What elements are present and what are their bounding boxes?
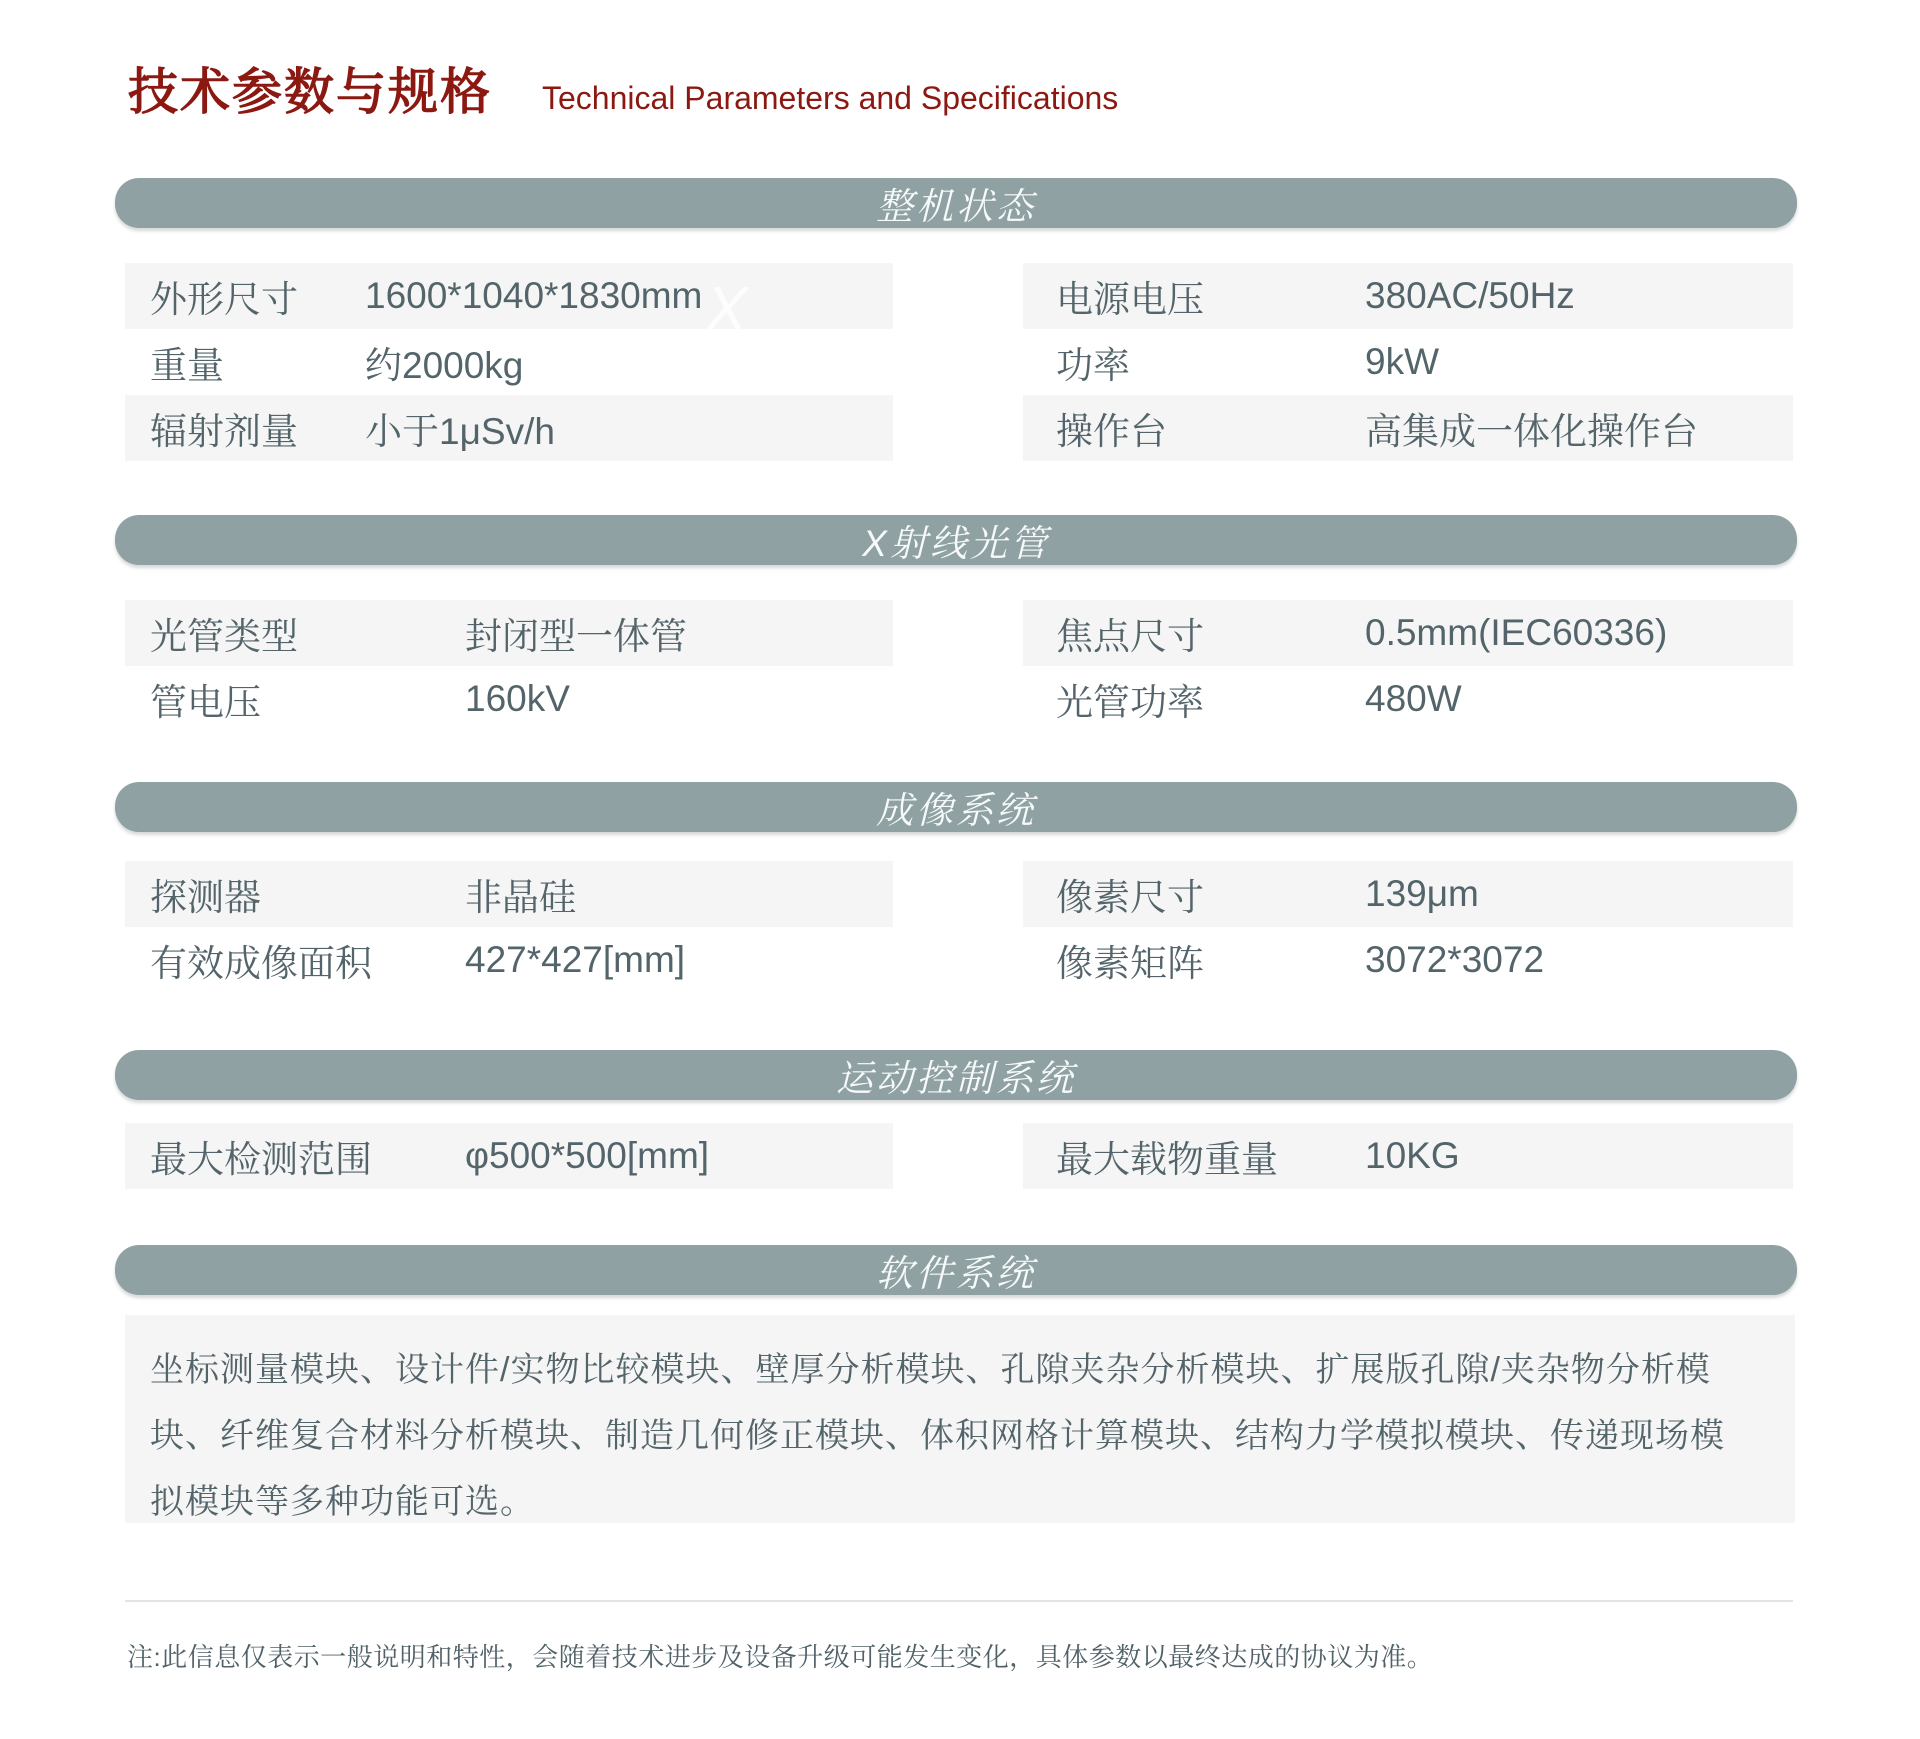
footer-note: 注:此信息仅表示一般说明和特性，会随着技术进步及设备升级可能发生变化，具体参数以最终达成的协议为准。 [127, 1642, 1434, 1672]
spec-value: 0.5mm(IEC60336) [1365, 612, 1668, 653]
spec-row [1023, 329, 1793, 395]
spec-value: 小于1μSv/h [365, 411, 555, 452]
spec-row [125, 395, 893, 461]
section-title: 整机状态 [876, 186, 1036, 227]
spec-value: 高集成一体化操作台 [1365, 411, 1698, 452]
spec-label: 探测器 [150, 877, 261, 918]
spec-row [125, 600, 893, 666]
spec-value: 9kW [1365, 341, 1439, 382]
spec-row [1023, 263, 1793, 329]
spec-label: 电源电压 [1056, 279, 1204, 320]
spec-label: 管电压 [150, 682, 261, 723]
software-modules-text: 坐标测量模块、设计件/实物比较模块、壁厚分析模块、孔隙夹杂分析模块、扩展版孔隙/夹杂物分析模块、纤维复合材料分析模块、制造几何修正模块、体积网格计算模块、结构力学模拟模块、传递现场模拟模块等多种功能可选。 [150, 1351, 1725, 1521]
spec-label: 重量 [150, 345, 224, 386]
section-title: 成像系统 [876, 790, 1036, 831]
software-modules-block [125, 1315, 1795, 1523]
spec-value: 139μm [1365, 873, 1479, 914]
spec-row [1023, 666, 1793, 732]
section-header-bar [115, 782, 1797, 832]
spec-value: 3072*3072 [1365, 939, 1545, 980]
section-title: 运动控制系统 [836, 1058, 1076, 1099]
spec-row [1023, 600, 1793, 666]
spec-row [1023, 861, 1793, 927]
spec-value: 427*427[mm] [465, 939, 686, 980]
spec-label: 外形尺寸 [150, 279, 298, 320]
spec-value: φ500*500[mm] [465, 1135, 710, 1176]
spec-label: 操作台 [1056, 411, 1167, 452]
spec-label: 有效成像面积 [150, 943, 372, 984]
spec-row [125, 861, 893, 927]
spec-value: 约2000kg [365, 345, 524, 386]
spec-row [125, 1123, 893, 1189]
spec-row [125, 263, 893, 329]
spec-row [125, 927, 893, 993]
spec-row [1023, 927, 1793, 993]
section-header-bar [115, 1050, 1797, 1100]
spec-label: 焦点尺寸 [1056, 616, 1204, 657]
section-header-bar [115, 515, 1797, 565]
spec-label: 像素矩阵 [1056, 943, 1204, 984]
page-title: 技术参数与规格 [128, 64, 492, 120]
section-title: X射线光管 [862, 523, 1050, 564]
spec-label: 辐射剂量 [150, 411, 298, 452]
section-header-bar [115, 1245, 1797, 1295]
footer-divider [125, 1600, 1793, 1602]
spec-value: 160kV [465, 678, 570, 719]
spec-label: 像素尺寸 [1056, 877, 1204, 918]
spec-value: 1600*1040*1830mm [365, 275, 703, 316]
spec-row [125, 329, 893, 395]
section-header-bar [115, 178, 1797, 228]
spec-label: 光管类型 [150, 616, 298, 657]
section-title: 软件系统 [876, 1253, 1036, 1294]
spec-label: 最大载物重量 [1056, 1139, 1278, 1180]
spec-row [125, 666, 893, 732]
spec-label: 最大检测范围 [150, 1139, 372, 1180]
spec-row [1023, 1123, 1793, 1189]
watermark-x: X [705, 273, 748, 345]
spec-value: 封闭型一体管 [465, 616, 687, 657]
spec-value: 10KG [1365, 1135, 1460, 1176]
spec-value: 380AC/50Hz [1365, 275, 1575, 316]
spec-value: 非晶硅 [465, 877, 576, 918]
spec-label: 光管功率 [1056, 682, 1204, 723]
page-header [128, 52, 1118, 124]
spec-row [1023, 395, 1793, 461]
spec-value: 480W [1365, 678, 1462, 719]
spec-label: 功率 [1056, 345, 1130, 386]
page-subtitle: Technical Parameters and Specifications [542, 80, 1119, 116]
